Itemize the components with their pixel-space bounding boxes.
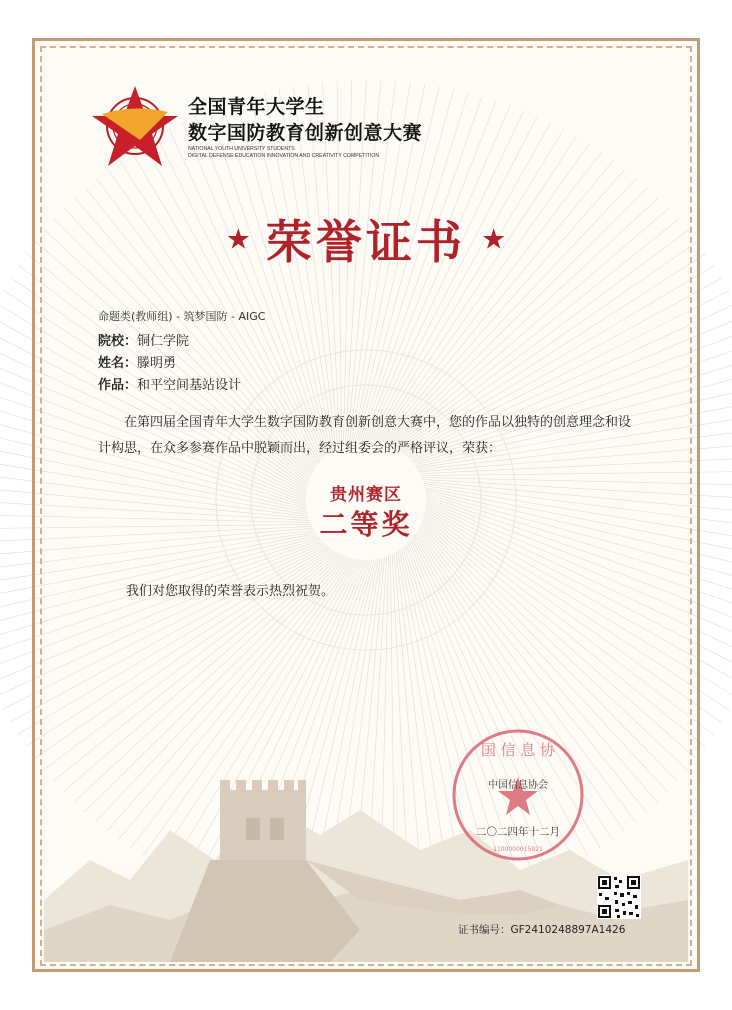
name-label: 姓名： — [98, 356, 138, 371]
competition-logo — [90, 84, 430, 174]
work-label: 作品： — [98, 378, 138, 393]
school-value: 铜仁学院 — [137, 334, 190, 349]
logo-english-line1: NATIONAL YOUTH UNIVERSITY STUDENTS — [188, 146, 295, 152]
issue-date: 二〇二四年十二月 — [476, 826, 560, 838]
star-left-icon: ★ — [225, 222, 251, 256]
name-value: 滕明勇 — [137, 356, 177, 371]
work-field — [98, 374, 241, 393]
certificate-title — [0, 206, 732, 272]
seal-number: 1100000015921 — [493, 846, 543, 853]
school-field — [98, 330, 189, 349]
award-statement: 在第四届全国青年大学生数字国防教育创新创意大赛中，您的作品以独特的创意理念和设计构思，在众多参赛作品中脱颖而出，经过组委会的严格评议，荣获： — [98, 415, 632, 456]
title-text: 荣誉证书 — [266, 215, 466, 269]
name-field — [98, 352, 176, 371]
congratulations-text: 我们对您取得的荣誉表示热烈祝贺。 — [126, 584, 335, 599]
school-label: 院校： — [98, 334, 138, 349]
award-prize: 二等奖 — [319, 508, 413, 541]
logo-english-line2: DIGITAL DEFENSE EDUCATION INNOVATION AND CREATIVITY COMPETITION — [188, 153, 380, 159]
qr-code-icon — [597, 875, 641, 919]
seal-arc-text: 国 信 息 协 — [480, 741, 556, 759]
certificate-number: 证书编号：GF2410248897A1426 — [458, 924, 626, 936]
logo-title-line1: 全国青年大学生 — [188, 96, 325, 118]
award-region: 贵州赛区 — [330, 485, 402, 505]
issuing-organization: 中国信息协会 — [488, 780, 548, 791]
star-right-icon: ★ — [481, 222, 507, 256]
official-seal-icon — [448, 725, 588, 865]
logo-title-line2: 数字国防教育创新创意大赛 — [188, 122, 423, 144]
work-value: 和平空间基站设计 — [137, 378, 242, 393]
category-line: 命题类(教师组) - 筑梦国防 - AIGC — [98, 310, 266, 323]
red-star-emblem-icon — [90, 84, 180, 174]
